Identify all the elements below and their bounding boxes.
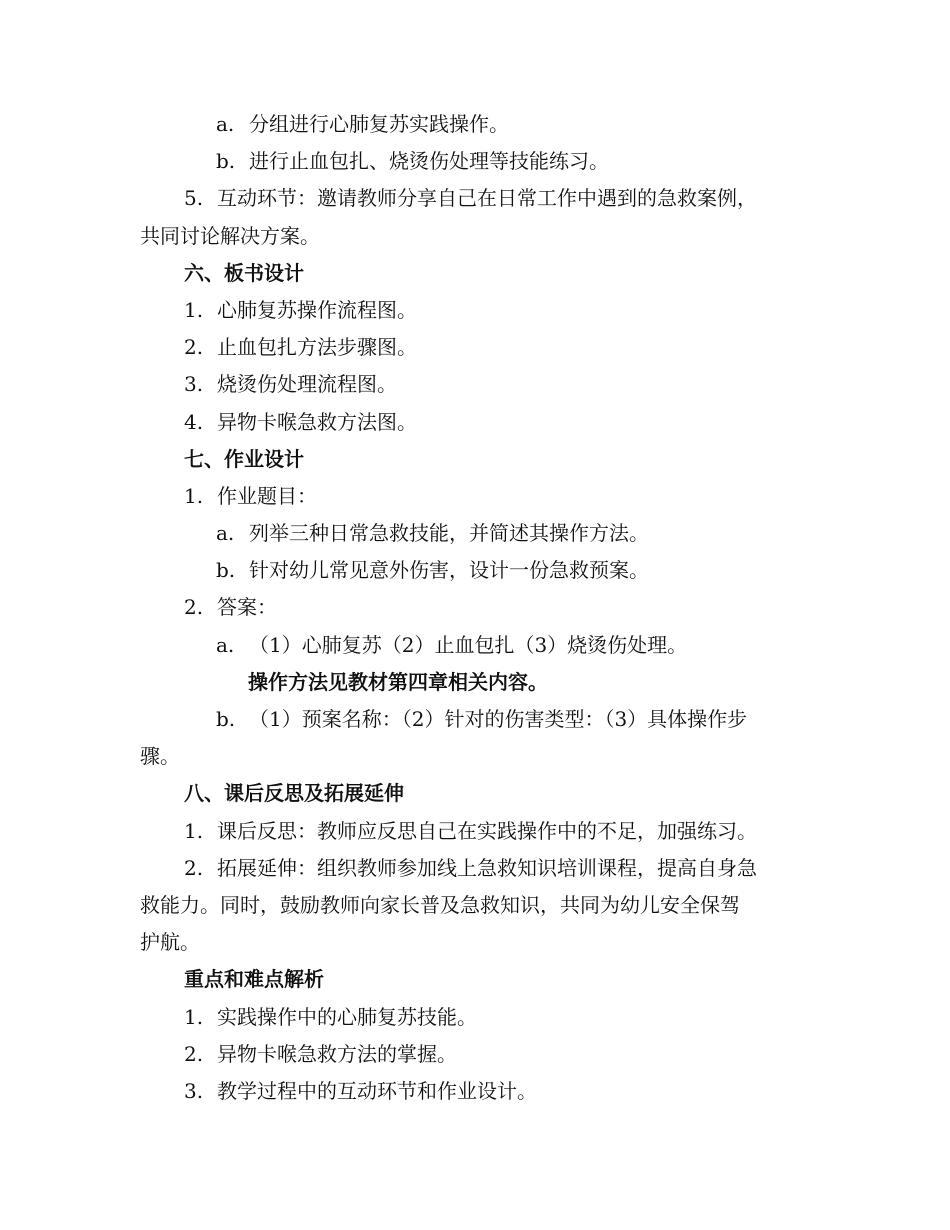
list-item (140, 1036, 810, 1073)
paragraph-continuation (140, 218, 810, 255)
list-item (140, 329, 810, 366)
heading-text: 六、板书设计 (184, 260, 304, 285)
list-marker: a. (216, 632, 235, 657)
line-text: 互动环节：邀请教师分享自己在日常工作中遇到的急救案例， (217, 186, 757, 211)
list-marker: a. (216, 521, 235, 546)
line-text: 共同讨论解决方案。 (140, 223, 320, 248)
list-marker: 3. (184, 1078, 204, 1103)
line-text: （1）心肺复苏（2）止血包扎（3）烧烫伤处理。 (249, 632, 688, 657)
line-text: 止血包扎方法步骤图。 (217, 335, 417, 360)
line-text: 列举三种日常急救技能，并简述其操作方法。 (249, 521, 649, 546)
heading-text: 八、课后反思及拓展延伸 (184, 781, 404, 806)
list-marker: 2. (184, 595, 204, 620)
line-text: 作业题目： (217, 483, 317, 508)
list-marker: 1. (184, 483, 204, 508)
list-item (140, 180, 810, 217)
list-item (140, 515, 810, 552)
line-text: 教学过程中的互动环节和作业设计。 (217, 1078, 537, 1103)
list-item (140, 366, 810, 403)
paragraph-continuation (140, 887, 810, 924)
heading-text: 重点和难点解析 (184, 967, 324, 992)
list-marker: b. (216, 707, 236, 731)
section-heading (140, 255, 810, 292)
list-marker: a. (216, 112, 235, 136)
list-item (140, 552, 810, 589)
list-marker: 1. (184, 818, 204, 843)
list-item (140, 292, 810, 329)
list-marker: 4. (184, 409, 204, 434)
list-item (140, 813, 810, 850)
list-marker: 3. (184, 372, 204, 397)
line-text: 骤。 (140, 744, 180, 769)
line-text: 课后反思：教师应反思自己在实践操作中的不足，加强练习。 (217, 818, 757, 843)
list-item (140, 850, 810, 887)
line-text: 实践操作中的心肺复苏技能。 (217, 1004, 477, 1029)
list-item (140, 627, 810, 664)
line-text: 救能力。同时，鼓励教师向家长普及急救知识，共同为幼儿安全保驾 (140, 892, 740, 917)
list-item (140, 143, 810, 180)
section-heading (140, 961, 810, 998)
list-item (140, 1073, 810, 1110)
line-text: 针对幼儿常见意外伤害，设计一份急救预案。 (249, 558, 649, 583)
list-marker: 2. (184, 1041, 204, 1066)
list-marker: 5. (184, 186, 204, 211)
line-text: （1）预案名称：（2）针对的伤害类型：（3）具体操作步 (249, 707, 748, 731)
list-item (140, 589, 810, 626)
line-text: 异物卡喉急救方法图。 (217, 409, 417, 434)
list-marker: b. (216, 149, 236, 174)
list-item (140, 478, 810, 515)
list-item (140, 106, 810, 143)
line-text: 答案： (217, 595, 277, 620)
list-marker: 1. (184, 1004, 204, 1029)
list-marker: 1. (184, 297, 204, 322)
section-heading (140, 775, 810, 812)
line-text: 心肺复苏操作流程图。 (217, 297, 417, 322)
list-marker: b. (216, 558, 236, 583)
bold-note (140, 664, 810, 701)
document-page (140, 106, 810, 1110)
list-item (140, 701, 810, 738)
heading-text: 七、作业设计 (184, 446, 304, 471)
paragraph-continuation (140, 924, 810, 961)
line-text: 护航。 (140, 930, 200, 955)
list-item (140, 404, 810, 441)
line-text: 拓展延伸：组织教师参加线上急救知识培训课程，提高自身急 (217, 855, 757, 880)
paragraph-continuation (140, 738, 810, 775)
line-text: 分组进行心肺复苏实践操作。 (249, 112, 509, 136)
section-heading (140, 441, 810, 478)
list-marker: 2. (184, 855, 204, 880)
list-item (140, 999, 810, 1036)
line-text: 异物卡喉急救方法的掌握。 (217, 1041, 457, 1066)
line-text: 进行止血包扎、烧烫伤处理等技能练习。 (249, 149, 609, 174)
line-text: 烧烫伤处理流程图。 (217, 372, 397, 397)
list-marker: 2. (184, 335, 204, 360)
line-text: 操作方法见教材第四章相关内容。 (248, 669, 548, 694)
